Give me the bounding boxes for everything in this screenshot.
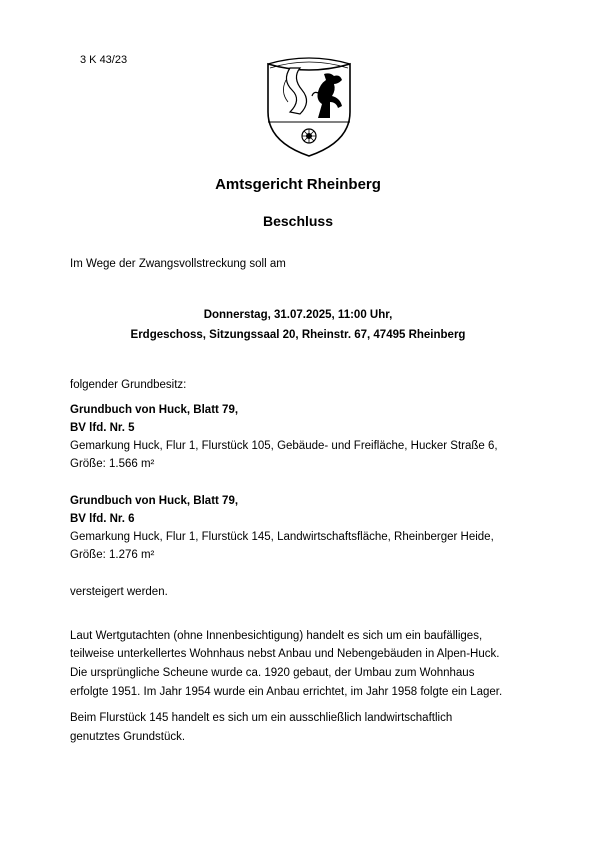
property-bv-number: BV lfd. Nr. 6 (70, 513, 135, 525)
parcel-line: Beim Flurstück 145 handelt es sich um ein ausschließlich landwirtschaftlich (70, 712, 453, 724)
appointment-location: Erdgeschoss, Sitzungssaal 20, Rheinstr. 67, 47495 Rheinberg (130, 329, 466, 341)
property-bv-number: BV lfd. Nr. 5 (70, 422, 135, 434)
court-name: Amtsgericht Rheinberg (215, 176, 381, 193)
appointment-date: Donnerstag, 31.07.2025, 11:00 Uhr, (203, 309, 393, 321)
report-line: Laut Wertgutachten (ohne Innenbesichtigung) handelt es sich um ein baufälliges, (70, 630, 483, 642)
coat-of-arms-icon (260, 50, 358, 160)
property-description: Gemarkung Huck, Flur 1, Flurstück 145, Landwirtschaftsfläche, Rheinberger Heide, (70, 531, 494, 543)
document-title: Beschluss (262, 213, 334, 229)
property-register: Grundbuch von Huck, Blatt 79, (70, 404, 239, 416)
case-number: 3 K 43/23 (80, 54, 128, 66)
property-size: Größe: 1.276 m² (70, 549, 155, 561)
auction-text: versteigert werden. (70, 586, 168, 598)
report-line: teilweise unterkellertes Wohnhaus nebst Anbau und Nebengebäuden in Alpen-Huck. (70, 648, 500, 660)
report-line: Die ursprüngliche Scheune wurde ca. 1920 gebaut, der Umbau zum Wohnhaus (70, 667, 475, 679)
intro-text: Im Wege der Zwangsvollstreckung soll am (70, 258, 286, 270)
property-description: Gemarkung Huck, Flur 1, Flurstück 105, Gebäude- und Freifläche, Hucker Straße 6, (70, 440, 498, 452)
report-line: erfolgte 1951. Im Jahr 1954 wurde ein Anbau errichtet, im Jahr 1958 folgte ein Lager. (70, 686, 503, 698)
parcel-line: genutztes Grundstück. (70, 731, 186, 743)
property-intro: folgender Grundbesitz: (70, 379, 187, 391)
property-size: Größe: 1.566 m² (70, 458, 155, 470)
property-register: Grundbuch von Huck, Blatt 79, (70, 495, 239, 507)
